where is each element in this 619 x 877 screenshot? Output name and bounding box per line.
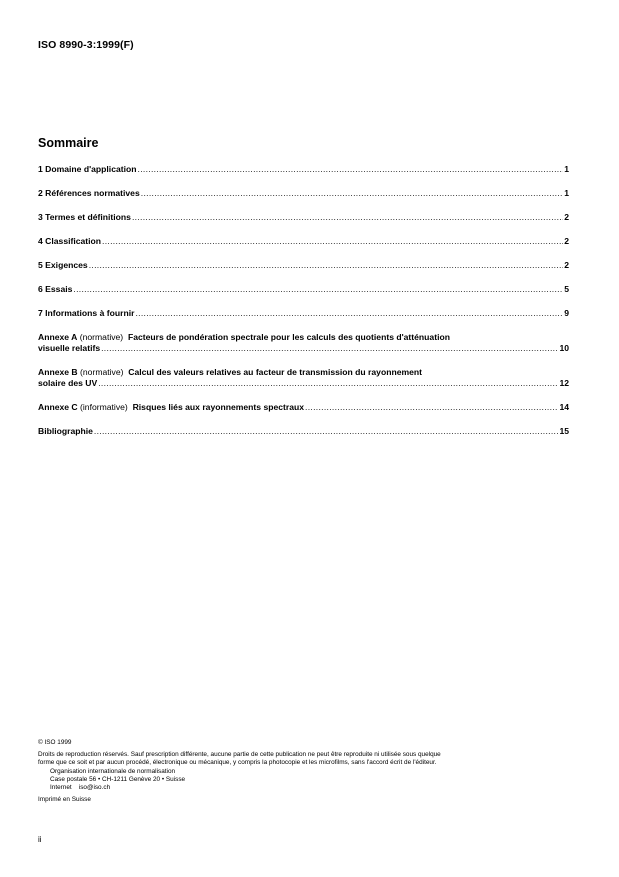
toc-annex-a[interactable] xyxy=(38,332,569,354)
table-of-contents xyxy=(38,164,569,450)
dot-leader xyxy=(102,236,563,247)
toc-entry-label: 2 Références normatives xyxy=(38,188,140,198)
dot-leader xyxy=(141,188,563,199)
copyright-footer xyxy=(38,739,583,804)
toc-entry-label: 6 Essais xyxy=(38,284,73,294)
toc-title: Sommaire xyxy=(38,136,99,150)
toc-entry-page: 9 xyxy=(564,308,569,318)
annex-title-continued: visuelle relatifs xyxy=(38,343,101,353)
toc-entry-6[interactable] xyxy=(38,284,569,295)
toc-entry-label: Bibliographie xyxy=(38,426,93,436)
organization-name: Organisation internationale de normalisation xyxy=(50,767,176,775)
internet-label: Internet xyxy=(50,784,72,792)
annex-type: (normative) xyxy=(79,332,124,342)
dot-leader xyxy=(89,260,564,271)
postal-address: Case postale 56 • CH-1211 Genève 20 • Suisse xyxy=(50,775,186,783)
toc-entry-page: 1 xyxy=(564,188,569,198)
annex-prefix: Annexe A xyxy=(38,332,78,342)
toc-entry-2[interactable] xyxy=(38,188,569,199)
toc-entry-label: 4 Classification xyxy=(38,236,102,246)
annex-type: (informative) xyxy=(80,402,128,412)
toc-entry-page: 1 xyxy=(564,164,569,174)
toc-entry-7[interactable] xyxy=(38,308,569,319)
annex-title: Facteurs de pondération spectrale pour les calculs des quotients d'atténuation xyxy=(127,332,450,342)
annex-prefix: Annexe B xyxy=(38,367,78,377)
copyright-notice: © ISO 1999 xyxy=(38,739,72,746)
toc-entry-page: 12 xyxy=(559,378,569,388)
dot-leader xyxy=(94,426,559,437)
toc-annex-c[interactable] xyxy=(38,402,569,413)
toc-entry-page: 2 xyxy=(564,260,569,270)
internet-email[interactable]: iso@iso.ch xyxy=(78,784,111,792)
toc-entry-page: 14 xyxy=(559,402,569,412)
toc-entry-page: 5 xyxy=(564,284,569,294)
rights-text-line2: forme que ce soit et par aucun procédé, électronique ou mécanique, y compris la photocopie et les microfilms, sans l'accord écrit de l'éditeur. xyxy=(38,759,437,767)
page-number: ii xyxy=(38,835,42,844)
annex-title-continued: solaire des UV xyxy=(38,378,98,388)
toc-entry-1[interactable] xyxy=(38,164,569,175)
dot-leader xyxy=(73,284,563,295)
toc-bibliography[interactable] xyxy=(38,426,569,437)
toc-entry-4[interactable] xyxy=(38,236,569,247)
annex-title: Calcul des valeurs relatives au facteur de transmission du rayonnement xyxy=(128,367,423,377)
toc-entry-label: 1 Domaine d'application xyxy=(38,164,137,174)
toc-entry-page: 2 xyxy=(564,236,569,246)
annex-prefix: Annexe C xyxy=(38,402,78,412)
toc-annex-b[interactable] xyxy=(38,367,569,389)
toc-entry-3[interactable] xyxy=(38,212,569,223)
internet-contact xyxy=(38,784,583,792)
annex-type: (normative) xyxy=(80,367,124,377)
dot-leader xyxy=(98,378,558,389)
printed-in: Imprimé en Suisse xyxy=(38,796,91,804)
document-id: ISO 8990-3:1999(F) xyxy=(38,39,134,51)
toc-entry-page: 10 xyxy=(559,343,569,353)
dot-leader xyxy=(305,402,558,413)
toc-entry-page: 15 xyxy=(559,426,569,436)
rights-text-line1: Droits de reproduction réservés. Sauf prescription différente, aucune partie de cette publication ne peut être reproduite ni utilisée sous quelque xyxy=(38,751,441,759)
dot-leader xyxy=(101,343,558,354)
toc-entry-label: 7 Informations à fournir xyxy=(38,308,135,318)
toc-entry-label: 3 Termes et définitions xyxy=(38,212,131,222)
toc-entry-label: 5 Exigences xyxy=(38,260,88,270)
dot-leader xyxy=(132,212,563,223)
dot-leader xyxy=(138,164,564,175)
toc-entry-page: 2 xyxy=(564,212,569,222)
toc-entry-5[interactable] xyxy=(38,260,569,271)
dot-leader xyxy=(135,308,563,319)
annex-title: Risques liés aux rayonnements spectraux xyxy=(132,402,305,412)
